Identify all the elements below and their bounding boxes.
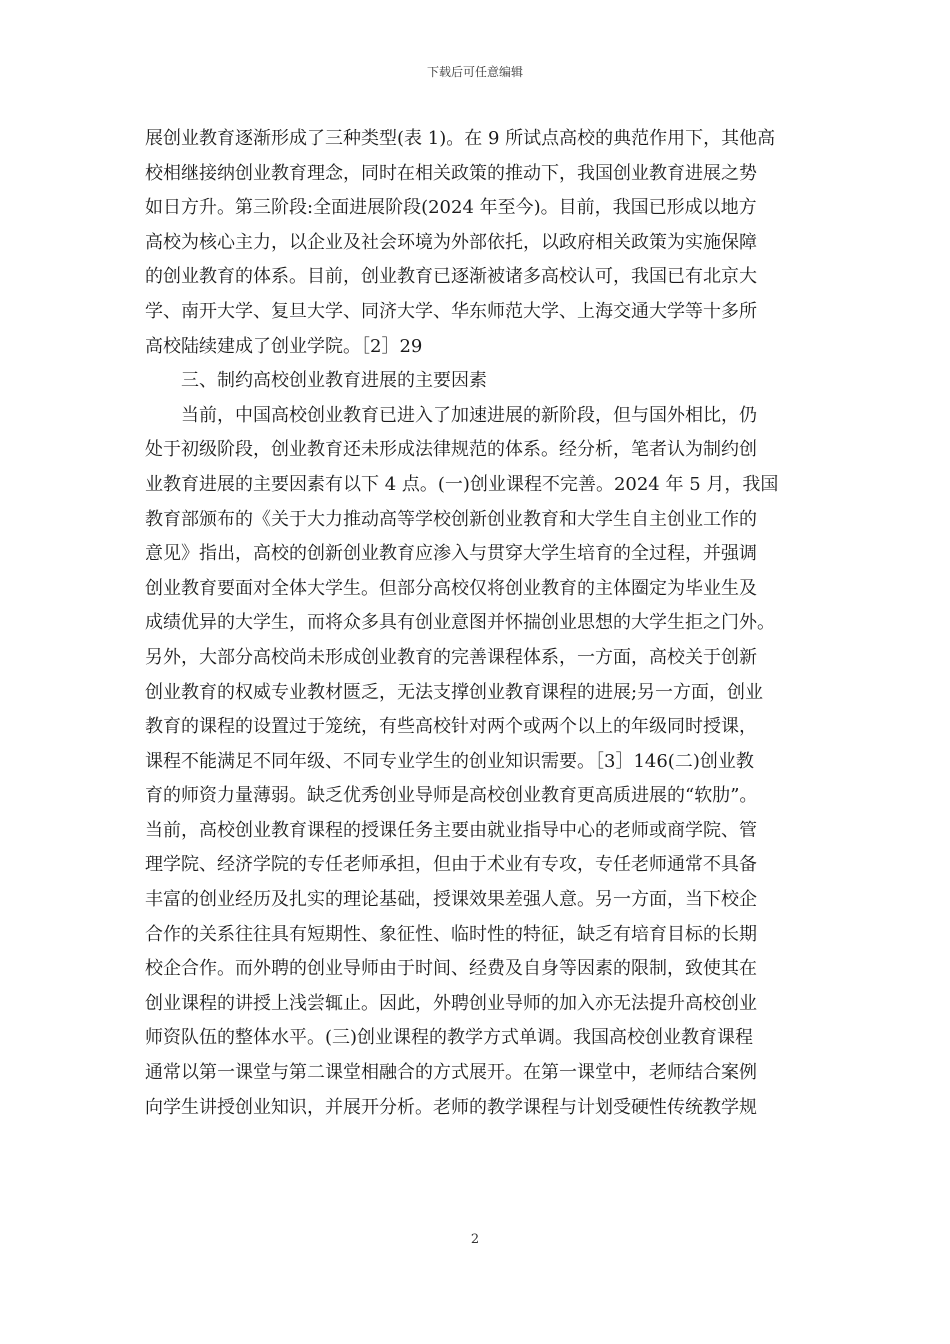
- text-line: 合作的关系往往具有短期性、象征性、临时性的特征，缺乏有培育目标的长期: [145, 923, 757, 945]
- text-line: 业教育进展的主要因素有以下 4 点。(一)创业课程不完善。2024 年 5 月，我国: [145, 473, 779, 495]
- text-line: 学、南开大学、复旦大学、同济大学、华东师范大学、上海交通大学等十多所: [145, 300, 757, 322]
- text-line: 展创业教育逐渐形成了三种类型(表 1)。在 9 所试点高校的典范作用下，其他高: [145, 128, 776, 149]
- text-line: 创业教育的权威专业教材匮乏，无法支撑创业教育课程的进展;另一方面，创业: [145, 681, 764, 703]
- text-line: 处于初级阶段，创业教育还未形成法律规范的体系。经分析，笔者认为制约创: [145, 439, 757, 461]
- text-line: 理学院、经济学院的专任老师承担，但由于术业有专攻，专任老师通常不具备: [145, 854, 757, 876]
- page-header: 下载后可任意编辑: [426, 65, 523, 79]
- text-line: 当前，中国高校创业教育已进入了加速进展的新阶段，但与国外相比，仍: [145, 404, 757, 426]
- text-line: 的创业教育的体系。目前，创业教育已逐渐被诸多高校认可，我国已有北京大: [145, 266, 757, 288]
- text-line: 如日方升。第三阶段:全面进展阶段(2024 年至今)。目前，我国已形成以地方: [145, 197, 757, 219]
- text-line: 成绩优异的大学生，而将众多具有创业意图并怀揣创业思想的大学生拒之门外。: [145, 612, 775, 634]
- text-line: 创业教育要面对全体大学生。但部分高校仅将创业教育的主体圈定为毕业生及: [145, 577, 757, 599]
- text-line: 课程不能满足不同年级、不同专业学生的创业知识需要。［3］146(二)创业教: [145, 750, 754, 772]
- text-line: 教育的课程的设置过于笼统，有些高校针对两个或两个以上的年级同时授课，: [145, 716, 757, 738]
- text-line: 教育部颁布的《关于大力推动高等学校创新创业教育和大学生自主创业工作的: [145, 508, 757, 530]
- text-line: 通常以第一课堂与第二课堂相融合的方式展开。在第一课堂中，老师结合案例: [145, 1062, 757, 1084]
- body-text: [145, 122, 810, 1125]
- text-line: 向学生讲授创业知识，并展开分析。老师的教学课程与计划受硬性传统教学规: [145, 1096, 757, 1118]
- text-line: 丰富的创业经历及扎实的理论基础，授课效果差强人意。另一方面，当下校企: [145, 889, 757, 911]
- text-line: 创业课程的讲授上浅尝辄止。因此，外聘创业导师的加入亦无法提升高校创业: [145, 992, 757, 1014]
- text-line: 校相继接纳创业教育理念，同时在相关政策的推动下，我国创业教育进展之势: [145, 162, 757, 184]
- text-line: 师资队伍的整体水平。(三)创业课程的教学方式单调。我国高校创业教育课程: [145, 1027, 754, 1049]
- text-line: 高校陆续建成了创业学院。［2］29: [145, 335, 423, 357]
- text-line: 校企合作。而外聘的创业导师由于时间、经费及自身等因素的限制，致使其在: [145, 958, 757, 980]
- text-line: 三、制约高校创业教育进展的主要因素: [145, 370, 487, 392]
- text-line: 当前，高校创业教育课程的授课任务主要由就业指导中心的老师或商学院、管: [145, 819, 757, 841]
- text-line: 意见》指出，高校的创新创业教育应渗入与贯穿大学生培育的全过程，并强调: [145, 543, 757, 565]
- text-line: 另外，大部分高校尚未形成创业教育的完善课程体系，一方面，高校关于创新: [145, 646, 757, 668]
- text-line: 高校为核心主力，以企业及社会环境为外部依托，以政府相关政策为实施保障: [145, 231, 757, 253]
- text-line: 育的师资力量薄弱。缺乏优秀创业导师是高校创业教育更高质进展的“软肋”。: [145, 785, 758, 807]
- page-number: 2: [470, 1232, 480, 1247]
